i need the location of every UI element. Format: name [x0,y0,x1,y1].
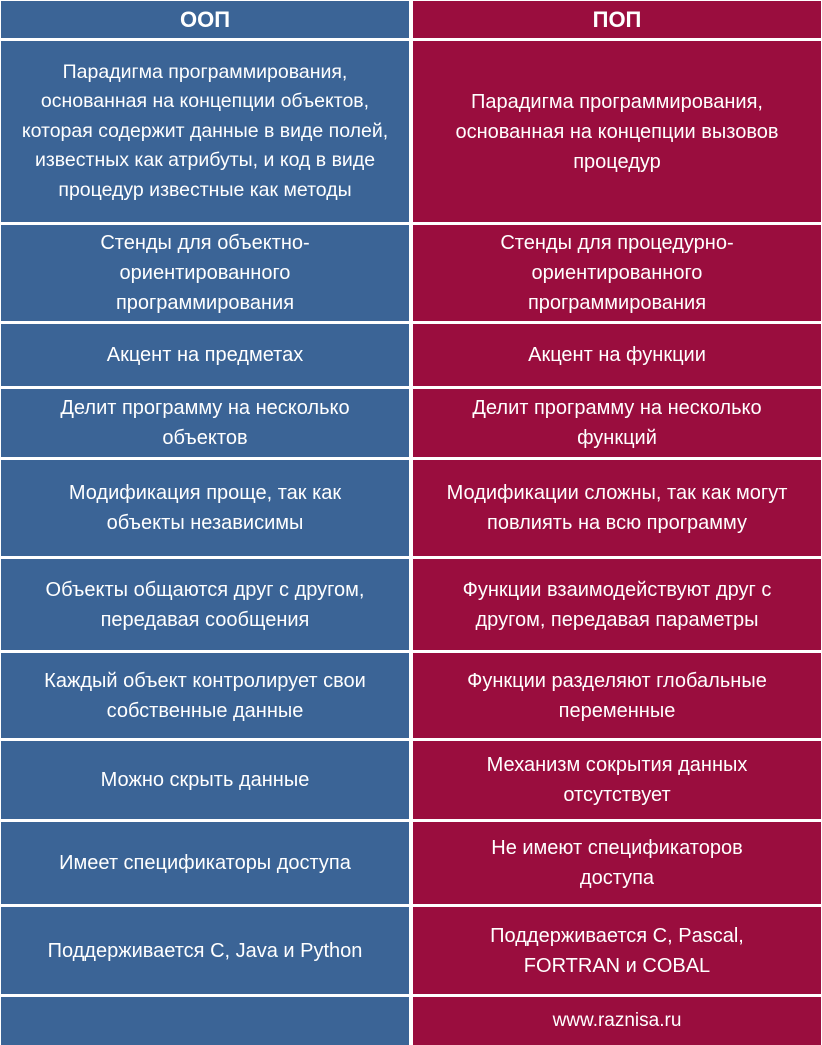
row-1-pop: Парадигма программирования, основанная на концепции вызовов процедур [413,41,821,222]
row-8-oop: Можно скрыть данные [1,741,409,819]
header-oop: ООП [1,1,409,38]
row-10-oop: Поддерживается C, Java и Python [1,907,409,994]
row-9-oop: Имеет спецификаторы доступа [1,822,409,904]
footer-oop [1,997,409,1045]
row-7-oop: Каждый объект контролирует свои собственные данные [1,653,409,738]
row-6-pop: Функции взаимодействуют друг с другом, передавая параметры [413,559,821,650]
row-5-oop: Модификация проще, так как объекты независимы [1,460,409,556]
row-9-pop: Не имеют спецификаторов доступа [413,822,821,904]
row-3-oop: Акцент на предметах [1,324,409,386]
row-1-oop: Парадигма программирования, основанная на концепции объектов, которая содержит данные в виде полей, известных как атрибуты, и код в виде процедур известные как методы [1,41,409,222]
row-7-pop: Функции разделяют глобальные переменные [413,653,821,738]
row-2-oop: Стенды для объектно-ориентированного программирования [1,225,409,321]
row-4-pop: Делит программу на несколько функций [413,389,821,457]
row-6-oop: Объекты общаются друг с другом, передавая сообщения [1,559,409,650]
row-2-pop: Стенды для процедурно-ориентированного программирования [413,225,821,321]
website-url: www.raznisa.ru [413,997,821,1045]
row-10-pop: Поддерживается C, Pascal, FORTRAN и COBAL [413,907,821,994]
row-4-oop: Делит программу на несколько объектов [1,389,409,457]
row-3-pop: Акцент на функции [413,324,821,386]
row-5-pop: Модификации сложны, так как могут повлиять на всю программу [413,460,821,556]
row-8-pop: Механизм сокрытия данных отсутствует [413,741,821,819]
header-pop: ПОП [413,1,821,38]
